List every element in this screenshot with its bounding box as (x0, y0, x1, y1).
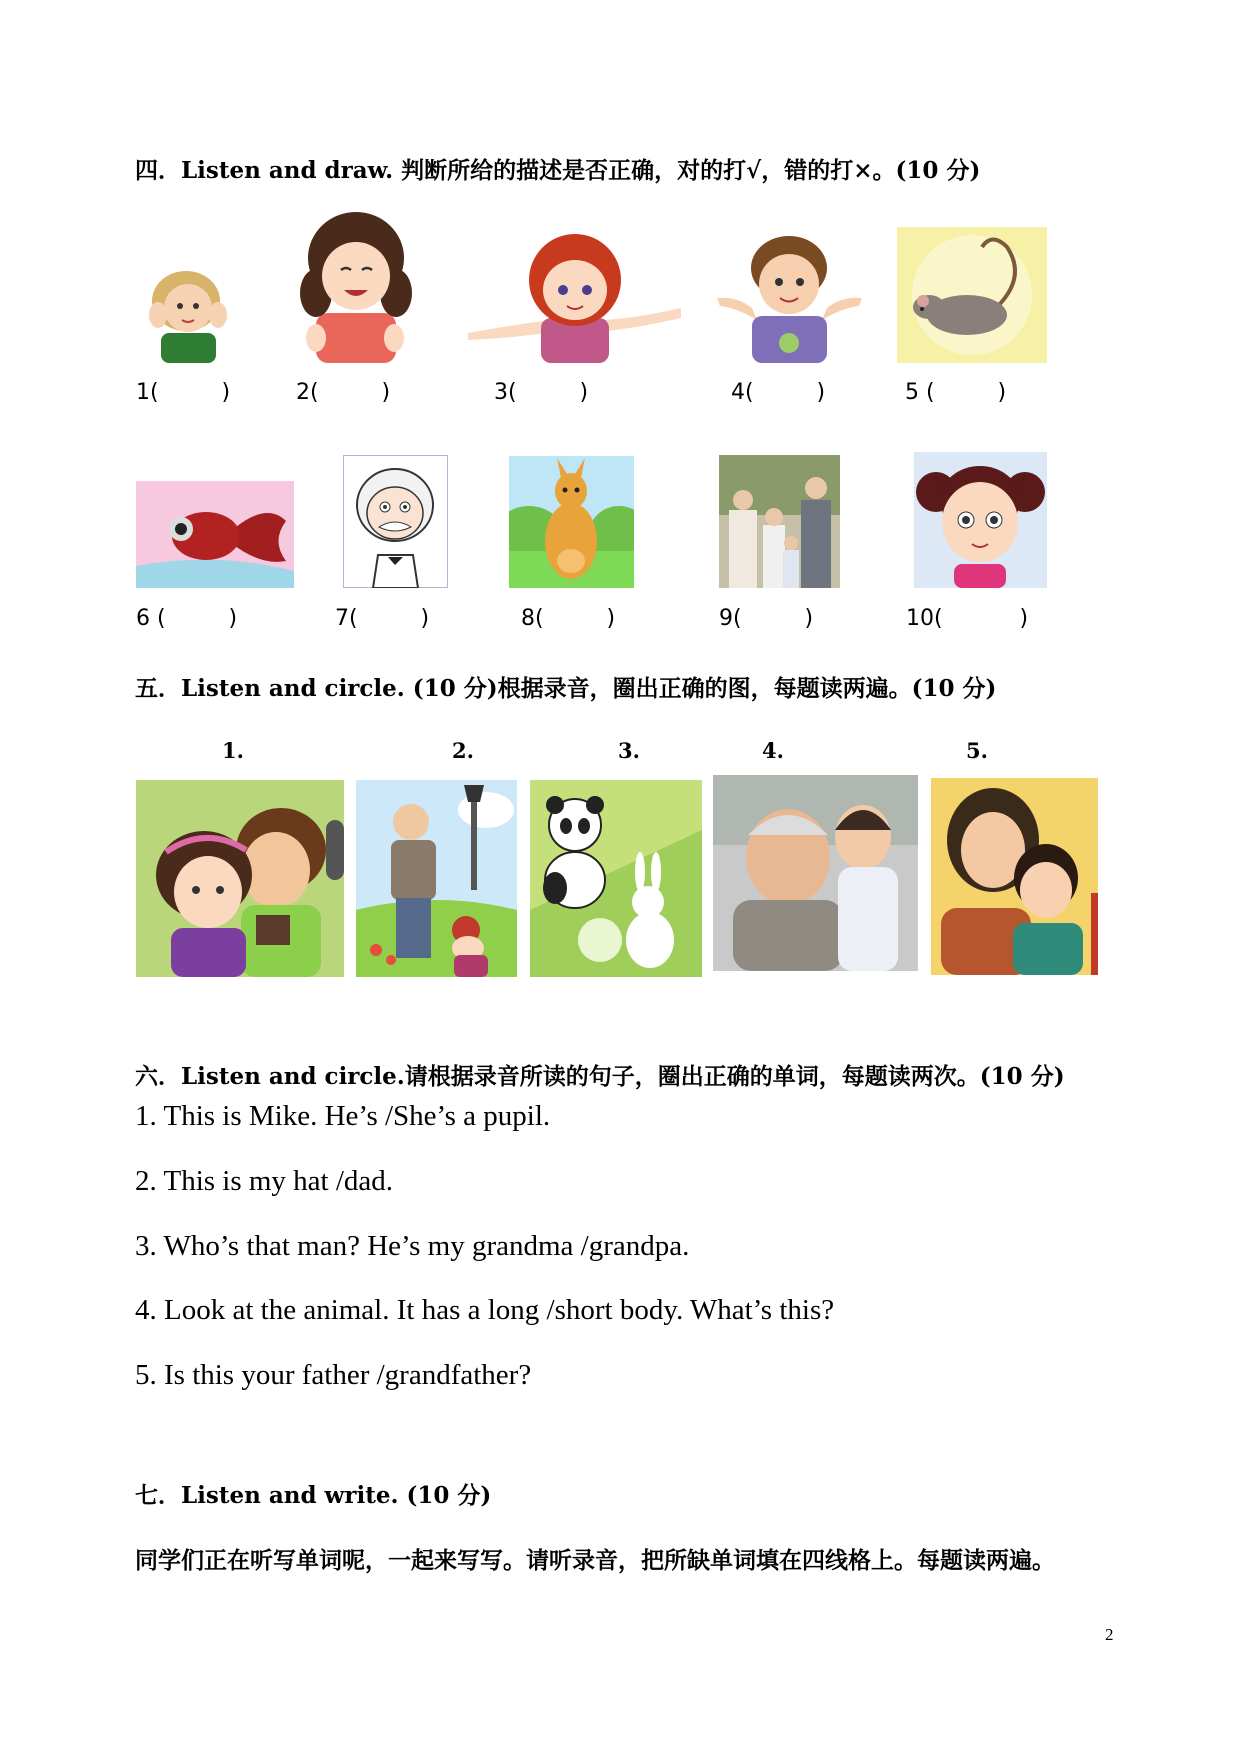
sentence-5: 5. Is this your father /grandfather? (135, 1359, 532, 1391)
picture-mouse-long-tail (897, 227, 1047, 363)
label-item-6: 6 ( ) (136, 606, 238, 631)
picture-mother-and-daughter (931, 778, 1098, 975)
picture-kangaroo (509, 456, 634, 588)
label-item-5: 5 ( ) (905, 380, 1007, 405)
section5-number-4: 4. (762, 738, 784, 763)
picture-girl-red-hair-arms-open (463, 228, 686, 363)
picture-grandpa-gardening-with-girl (356, 780, 517, 977)
section4-heading: 四．Listen and draw. 判断所给的描述是否正确，对的打√，错的打×。(10 分) (135, 157, 981, 184)
picture-grandpa-hugging-girl (713, 775, 918, 971)
label-item-9: 9( ) (719, 606, 814, 631)
section5-number-3: 3. (618, 738, 640, 763)
picture-family-photo (719, 455, 840, 588)
label-item-3: 3( ) (494, 380, 589, 405)
picture-boy-shrugging (712, 228, 867, 363)
section5-number-5: 5. (966, 738, 988, 763)
label-item-2: 2( ) (296, 380, 391, 405)
sentence-1: 1. This is Mike. He’s /She’s a pupil. (135, 1100, 551, 1132)
picture-girl-smiling-pigtails (286, 198, 426, 363)
sentence-3: 3. Who’s that man? He’s my grandma /grandpa. (135, 1230, 690, 1262)
picture-girl-covering-eyes (136, 253, 236, 363)
picture-panda-and-rabbit (530, 780, 702, 977)
section5-number-2: 2. (452, 738, 474, 763)
section7-heading: 七．Listen and write. (10 分) (135, 1482, 492, 1509)
sentence-4: 4. Look at the animal. It has a long /short body. What’s this? (135, 1294, 835, 1326)
page-number: 2 (1105, 1625, 1114, 1644)
picture-grandpa-cartoon (343, 455, 448, 588)
label-item-1: 1( ) (136, 380, 231, 405)
label-item-10: 10( ) (906, 606, 1029, 631)
section6-heading: 六．Listen and circle.请根据录音所读的句子，圈出正确的单词，每题读两次。(10 分) (135, 1063, 1065, 1090)
label-item-7: 7( ) (335, 606, 430, 631)
label-item-4: 4( ) (731, 380, 826, 405)
picture-girl-and-boy-gardening (136, 780, 344, 977)
picture-girl-buns (914, 452, 1047, 588)
sentence-2: 2. This is my hat /dad. (135, 1165, 394, 1197)
section5-heading: 五．Listen and circle. (10 分)根据录音，圈出正确的图，每题读两遍。(10 分) (135, 675, 997, 702)
picture-goldfish (136, 481, 294, 588)
section5-number-1: 1. (222, 738, 244, 763)
label-item-8: 8( ) (521, 606, 616, 631)
section7-instruction: 同学们正在听写单词呢，一起来写写。请听录音，把所缺单词填在四线格上。每题读两遍。 (135, 1547, 1055, 1574)
